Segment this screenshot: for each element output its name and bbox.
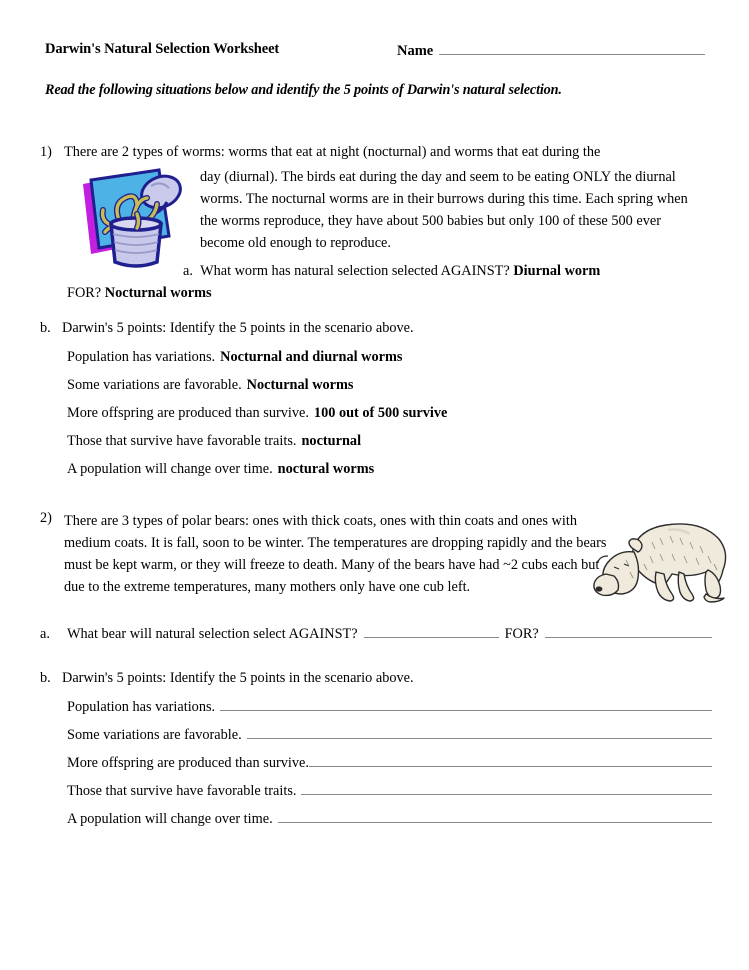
question-1a-answer-for: Nocturnal worms [104,285,212,301]
question-2a-for-label: FOR? [504,626,539,642]
point-answer: Nocturnal worms [246,377,354,393]
point-label: Those that survive have favorable traits. [67,783,297,799]
point-answer: nocturnal [301,433,362,449]
question-1b-label: b. [40,320,51,336]
point-answer: Nocturnal and diurnal worms [220,349,403,365]
question-1b-points-list [40,345,710,485]
question-1b-heading-row [40,320,710,337]
question-1a-prompt: What worm has natural selection selected AGAINST? [200,263,510,279]
question-1-part-a [40,260,710,301]
point-answer-line[interactable] [220,698,712,711]
polar-bear-icon [580,512,732,608]
point-label: Population has variations. [67,699,216,715]
question-1-first-line: There are 2 types of worms: worms that eat at night (nocturnal) and worms that eat during the [64,144,601,160]
question-2-part-b [40,670,712,835]
point-answer-line[interactable] [309,754,712,767]
point-row [67,695,712,723]
point-answer-line[interactable] [301,782,712,795]
point-answer: 100 out of 500 survive [313,405,448,421]
question-1-part-b [40,320,710,485]
page-title: Darwin's Natural Selection Worksheet [45,41,280,57]
question-1b-heading: Darwin's 5 points: Identify the 5 points in the scenario above. [62,320,414,336]
question-1-number: 1) [40,144,52,160]
point-row [67,457,710,485]
point-label: Some variations are favorable. [67,377,242,393]
point-row [67,401,710,429]
question-2a-prompt: What bear will natural selection select AGAINST? [67,626,358,642]
question-2-number: 2) [40,510,52,526]
point-answer-line[interactable] [247,726,712,739]
question-2b-heading-row [40,670,712,687]
question-2a-for-input-line[interactable] [545,625,712,638]
instructions-text: Read the following situations below and identify the 5 points of Darwin's natural selection. [45,82,562,98]
point-label: Some variations are favorable. [67,727,242,743]
point-label: A population will change over time. [67,811,273,827]
question-1a-answer-against: Diurnal worm [513,263,601,279]
question-2b-heading: Darwin's 5 points: Identify the 5 points in the scenario above. [62,670,414,686]
point-row [67,345,710,373]
point-label: More offspring are produced than survive. [67,755,309,771]
point-row [67,429,710,457]
question-1a-for-group [67,282,212,304]
point-row [67,373,710,401]
point-row [67,779,712,807]
name-field-group [397,41,705,60]
point-row [67,751,712,779]
point-row [67,807,712,835]
question-2-body: There are 3 types of polar bears: ones with thick coats, ones with thin coats and ones with medium coats. It is fall, soon to be winter. The temperatures are dropping rapidly and the bears must be kept warm, or they will freeze to death. Many of the bears have had ~2 cubs each but due to the extreme temperatures, many mothers only have one cub left. [64,513,607,595]
question-2b-points-list [40,695,712,835]
question-2b-label: b. [40,670,51,686]
point-answer-line[interactable] [278,810,712,823]
name-label: Name [397,43,434,59]
question-2-part-a [40,625,712,643]
point-label: Population has variations. [67,349,216,365]
question-2a-against-input-line[interactable] [364,625,499,638]
point-answer: noctural worms [277,461,375,477]
point-label: More offspring are produced than survive. [67,405,309,421]
point-label: A population will change over time. [67,461,273,477]
question-1-body: day (diurnal). The birds eat during the day and seem to be eating ONLY the diurnal worms. The nocturnal worms are in their burrows during this time. Each spring when the worms reproduce, they have about 500 babies but only 100 of these 500 ever become old enough to reproduce. [200,169,688,251]
question-1a-for-label: FOR? [67,285,102,301]
point-label: Those that survive have favorable traits. [67,433,297,449]
question-2a-label: a. [40,626,50,642]
name-input-line[interactable] [439,41,705,55]
page-header [45,41,705,58]
point-row [67,723,712,751]
question-1a-label: a. [183,263,193,279]
can-of-worms-icon [75,162,197,270]
